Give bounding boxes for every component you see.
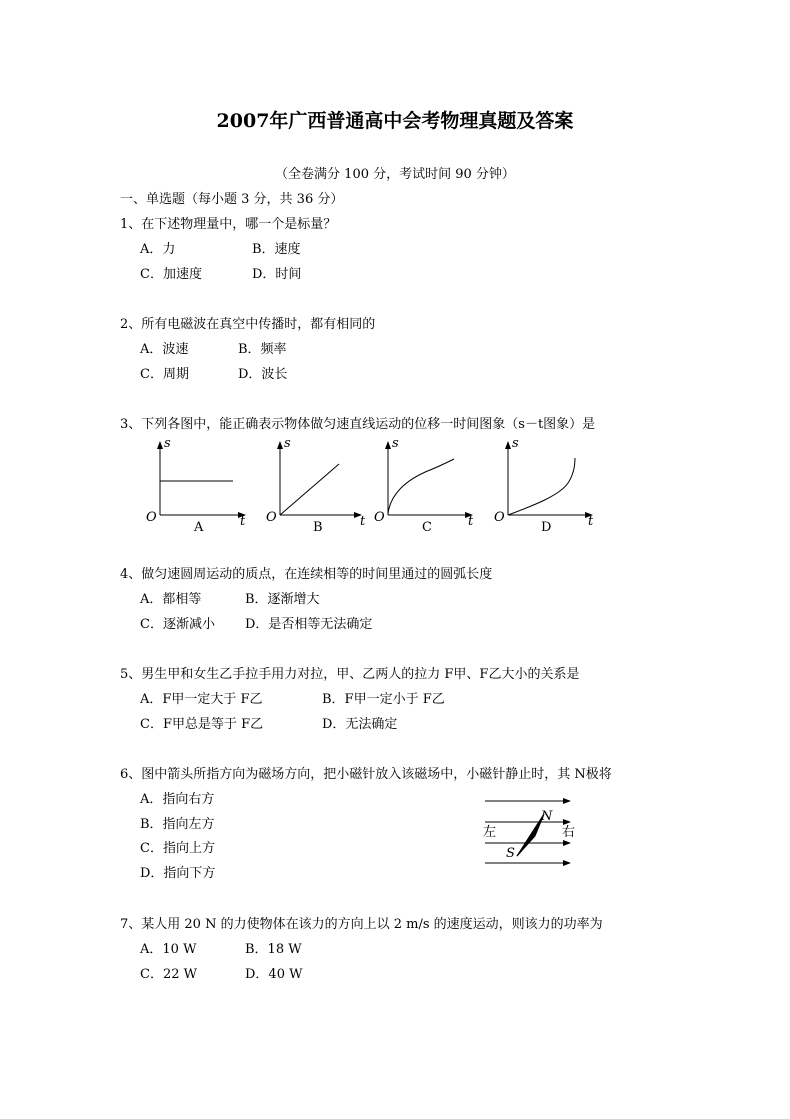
compass-needle [517, 814, 544, 856]
q1-option-c: C．加速度 [140, 267, 202, 282]
q6-option-a: A．指向右方 [140, 792, 215, 807]
q6-stem: 6、图中箭头所指方向为磁场方向，把小磁针放入该磁场中，小磁针静止时，其 N极将 [120, 767, 612, 782]
axis-label-s: s [284, 436, 291, 451]
graph-d [508, 442, 592, 515]
graph-label-b: B [313, 520, 323, 535]
q6-option-c: C．指向上方 [140, 841, 215, 856]
section-heading: 一、单选题（每小题 3 分，共 36 分） [120, 192, 344, 207]
q6-option-b: B．指向左方 [140, 817, 215, 832]
q3-stem: 3、下列各图中，能正确表示物体做匀速直线运动的位移一时间图象（s－t图象）是 [120, 417, 596, 432]
q7-option-b: B．18 W [245, 942, 302, 957]
label-left: 左 [483, 825, 497, 840]
q7-option-a: A．10 W [140, 942, 197, 957]
axis-label-s: s [512, 436, 519, 451]
label-north: N [541, 809, 553, 824]
q5-stem: 5、男生甲和女生乙手拉手用力对拉，甲、乙两人的拉力 F甲、F乙大小的关系是 [120, 667, 580, 682]
q7-stem: 7、某人用 20 N 的力使物体在该力的方向上以 2 m/s 的速度运动，则该力的功率为 [120, 917, 603, 932]
origin-label: O [266, 510, 277, 525]
origin-label: O [146, 510, 157, 525]
q5-option-b: B．F甲一定小于 F乙 [322, 692, 445, 707]
subtitle: （全卷满分 100 分，考试时间 90 分钟） [275, 167, 515, 182]
origin-label: O [374, 510, 385, 525]
q7-option-d: D．40 W [245, 967, 303, 982]
q7-option-c: C．22 W [140, 967, 197, 982]
q4-option-a: A．都相等 [140, 592, 202, 607]
graph-a [160, 442, 245, 515]
graph-label-c: C [422, 520, 432, 535]
label-right: 右 [562, 825, 576, 840]
axis-label-s: s [164, 436, 171, 451]
q2-option-d: D．波长 [238, 367, 288, 382]
magnetic-field-lines [485, 801, 570, 863]
q2-option-b: B．频率 [238, 342, 287, 357]
axis-label-t: t [468, 514, 474, 529]
q4-option-c: C．逐渐减小 [140, 617, 215, 632]
axis-label-s: s [392, 436, 399, 451]
label-south: S [506, 846, 515, 861]
q1-option-a: A．力 [140, 242, 176, 257]
q1-option-b: B．速度 [252, 242, 301, 257]
q5-option-c: C．F甲总是等于 F乙 [140, 717, 264, 732]
q2-option-a: A．波速 [140, 342, 189, 357]
q5-option-a: A．F甲一定大于 F乙 [140, 692, 263, 707]
origin-label: O [494, 510, 505, 525]
axis-label-t: t [240, 514, 246, 529]
q4-option-d: D．是否相等无法确定 [245, 617, 373, 632]
axis-label-t: t [588, 514, 594, 529]
graph-label-d: D [541, 520, 552, 535]
q2-stem: 2、所有电磁波在真空中传播时，都有相同的 [120, 317, 376, 332]
q1-option-d: D．时间 [252, 267, 302, 282]
q1-stem: 1、在下述物理量中，哪一个是标量？ [120, 217, 337, 232]
q5-option-d: D．无法确定 [322, 717, 398, 732]
q4-stem: 4、做匀速圆周运动的质点，在连续相等的时间里通过的圆弧长度 [120, 567, 493, 582]
graph-c [388, 442, 472, 515]
graph-b [280, 442, 361, 515]
q2-option-c: C．周期 [140, 367, 189, 382]
q4-option-b: B．逐渐增大 [245, 592, 320, 607]
graph-label-a: A [194, 520, 204, 535]
axis-label-t: t [360, 514, 366, 529]
page-title: 2007年广西普通高中会考物理真题及答案 [216, 110, 574, 132]
q6-option-d: D．指向下方 [140, 866, 216, 881]
